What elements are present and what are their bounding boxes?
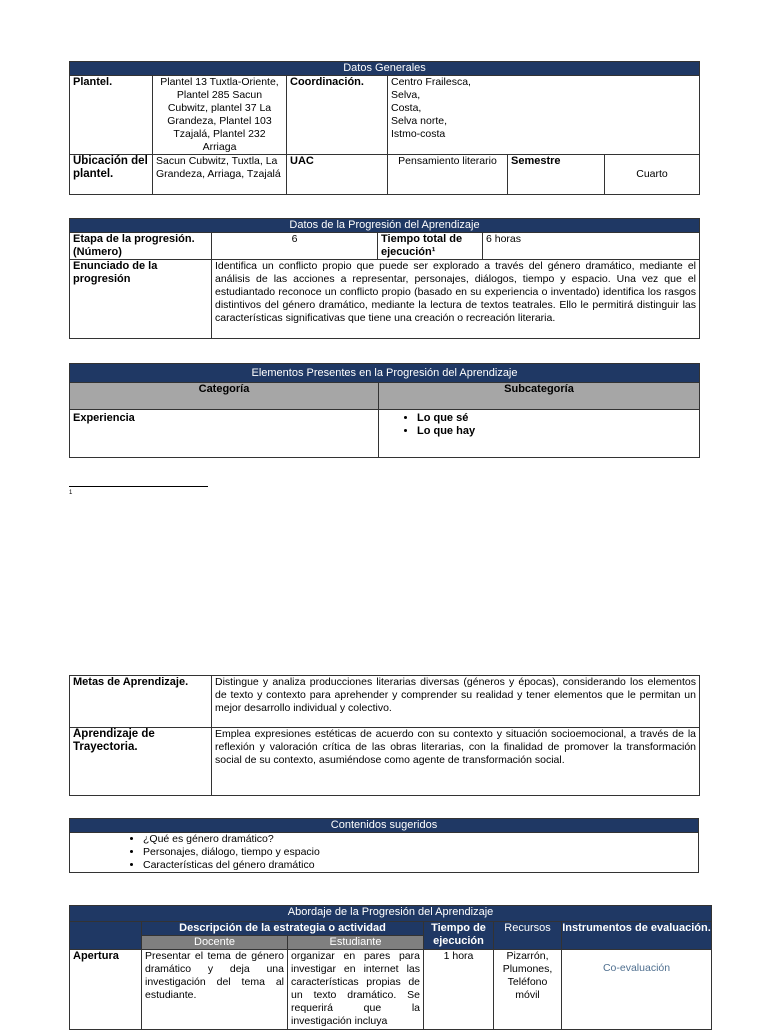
estudiante-cell: organizar en pares para investigar en internet las características propias de un texto dramático. Se requerirá que la investigación incluya bbox=[288, 950, 424, 1030]
coordinacion-label: Coordinación. bbox=[287, 76, 388, 155]
plantel-label: Plantel. bbox=[70, 76, 153, 155]
abordaje-table bbox=[69, 905, 712, 1030]
elementos-header: Elementos Presentes en la Progresión del Aprendizaje bbox=[70, 364, 700, 383]
categoria-header: Categoría bbox=[70, 383, 379, 410]
elementos-table bbox=[69, 363, 700, 458]
instrumentos-cell: Co-evaluación bbox=[562, 950, 712, 1030]
subcategoria-list bbox=[382, 412, 696, 438]
contenido-item: • ¿Qué es género dramático? bbox=[143, 833, 695, 846]
docente-header: Docente bbox=[142, 936, 288, 950]
plantel-value: Plantel 13 Tuxtla-Oriente, Plantel 285 Sacun Cubwitz, plantel 37 La Grandeza, Plantel 103 Tzajalá, Plantel 232 Arriaga bbox=[153, 76, 287, 155]
tiempo-value: 6 horas bbox=[483, 233, 700, 260]
categoria-value: Experiencia bbox=[70, 410, 379, 458]
uac-label: UAC bbox=[287, 155, 388, 195]
metas-value: Distingue y analiza producciones literarias diversas (géneros y épocas), considerando los elementos de texto y contexto para aprehender y comprender su realidad y tener elementos que le permitan un mejor desarrollo individual y colectivo. bbox=[212, 676, 700, 728]
contenido-item: • Características del género dramático bbox=[143, 859, 695, 872]
subcategoria-header: Subcategoría bbox=[379, 383, 700, 410]
semestre-label: Semestre bbox=[508, 155, 605, 195]
semestre-value: Cuarto bbox=[605, 155, 700, 195]
recursos-cell: Pizarrón, Plumones, Teléfono móvil bbox=[494, 950, 562, 1030]
estudiante-header: Estudiante bbox=[288, 936, 424, 950]
footnote-separator bbox=[69, 486, 208, 487]
enunciado-label: Enunciado de la progresión bbox=[70, 260, 212, 339]
fase-apertura: Apertura bbox=[70, 950, 142, 1030]
contenidos-table bbox=[69, 818, 699, 873]
footnote-number: 1 bbox=[69, 490, 73, 496]
tiempo-header: Tiempo de ejecución bbox=[424, 922, 494, 950]
datos-generales-header: Datos Generales bbox=[70, 62, 700, 76]
ubicacion-value: Sacun Cubwitz, Tuxtla, La Grandeza, Arriaga, Tzajalá bbox=[153, 155, 287, 195]
progresion-header: Datos de la Progresión del Aprendizaje bbox=[70, 219, 700, 233]
recursos-header: Recursos bbox=[494, 922, 562, 950]
progresion-table bbox=[69, 218, 700, 339]
enunciado-value: Identifica un conflicto propio que puede ser explorado a través del género dramático, mediante el análisis de las acciones a representar, personajes, diálogos, tiempo y espacio. Una vez que el estudiantado reconoce un conflicto propio (basado en su experiencia o inventado) identifica los rasgos distintivos del género dramático, mediante la lectura de textos teatrales. Ello le permitirá distinguir las características significativas que tiene una creación o recreación literaria. bbox=[212, 260, 700, 339]
instrumentos-header: Instrumentos de evaluación. bbox=[562, 922, 712, 950]
subcategoria-item: • Lo que hay bbox=[417, 425, 696, 438]
trayectoria-label: Aprendizaje de Trayectoria. bbox=[70, 728, 212, 796]
contenido-item: • Personajes, diálogo, tiempo y espacio bbox=[143, 846, 695, 859]
etapa-value: 6 bbox=[212, 233, 378, 260]
contenidos-list bbox=[125, 833, 695, 872]
metas-table bbox=[69, 675, 700, 796]
tiempo-label: Tiempo total de ejecución¹ bbox=[378, 233, 483, 260]
ubicacion-label: Ubicación del plantel. bbox=[70, 155, 153, 195]
subcategoria-item: • Lo que sé bbox=[417, 412, 696, 425]
tiempo-cell: 1 hora bbox=[424, 950, 494, 1030]
docente-cell: Presentar el tema de género dramático y deja una investigación del tema al estudiante. bbox=[142, 950, 288, 1030]
uac-value: Pensamiento literario bbox=[388, 155, 508, 195]
datos-generales-table bbox=[69, 61, 700, 195]
descripcion-header: Descripción de la estrategia o actividad bbox=[142, 922, 424, 936]
abordaje-header: Abordaje de la Progresión del Aprendizaje bbox=[70, 906, 712, 922]
metas-label: Metas de Aprendizaje. bbox=[70, 676, 212, 728]
contenidos-header: Contenidos sugeridos bbox=[70, 819, 699, 833]
coordinacion-value: Centro Frailesca, Selva, Costa, Selva norte, Istmo-costa bbox=[388, 76, 700, 155]
trayectoria-value: Emplea expresiones estéticas de acuerdo con su contexto y situación socioemocional, a través de la reflexión y valoración crítica de las obras literarias, con la finalidad de promover la transformación social de su contexto, asumiéndose como agente de transformación social. bbox=[212, 728, 700, 796]
etapa-label: Etapa de la progresión. (Número) bbox=[70, 233, 212, 260]
